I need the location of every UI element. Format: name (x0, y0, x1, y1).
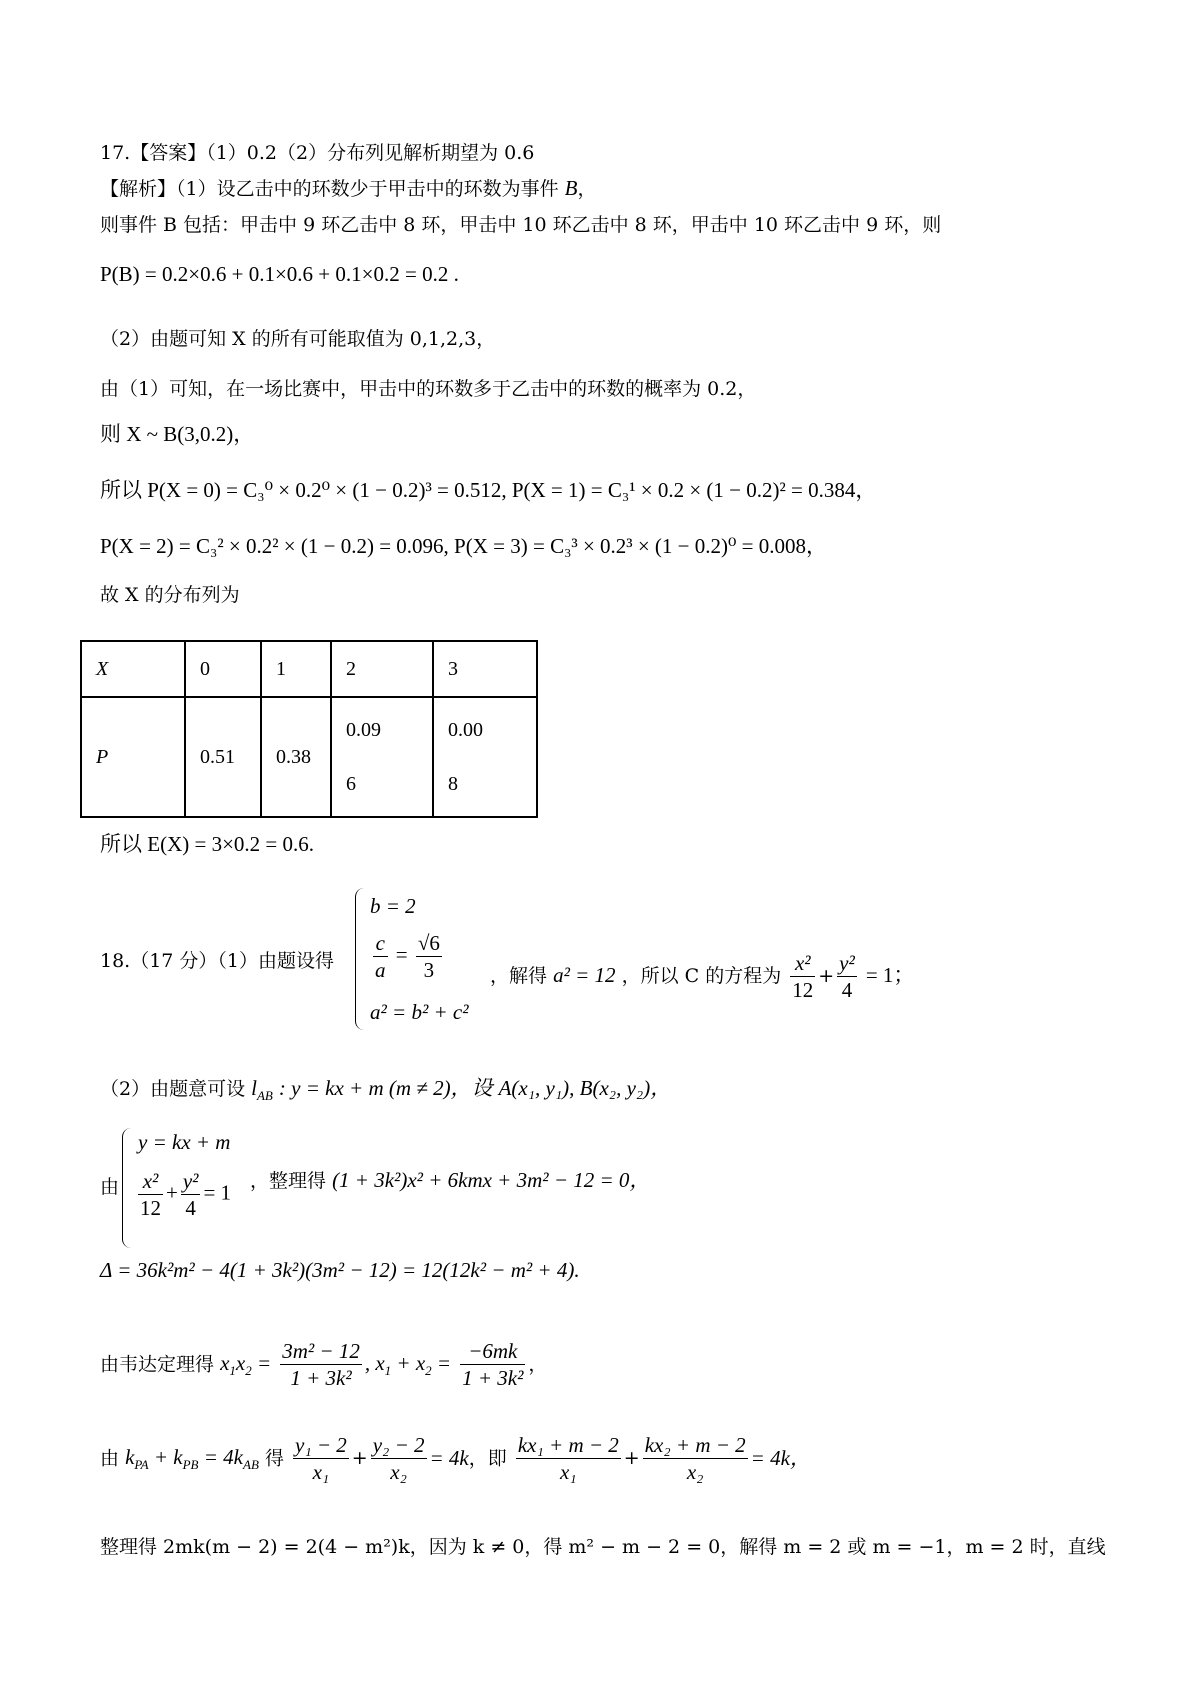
reduce-text: ，整理得 (250, 1170, 327, 1192)
numerator: kx₁ + m − 2 (516, 1432, 621, 1459)
fraction-y2-over-4 (181, 1168, 201, 1222)
sys1-row1: b = 2 (370, 894, 416, 918)
q17-event-description: 则事件 B 包括：甲击中 9 环乙击中 8 环，甲击中 10 环乙击中 8 环，甲击中 10 环乙击中 9 环，则 (100, 214, 942, 236)
denominator: 1 + 3k² (290, 1366, 352, 1391)
denominator: 3 (423, 958, 435, 983)
table-row (81, 697, 537, 817)
q18-delta: Δ = 36k²m² − 4(1 + 3k²)(3m² − 12) = 12(12k² − m² + 4). (100, 1258, 580, 1282)
denominator: 1 + 3k² (462, 1366, 524, 1391)
numerator: x² (138, 1168, 163, 1195)
so-prefix: 所以 (100, 478, 142, 502)
quad-eq: (1 + 3k²)x² + 6kmx + 3m² − 12 = 0， (332, 1168, 651, 1192)
numerator: y² (837, 950, 857, 977)
q17-distribution-intro: 故 X 的分布列为 (100, 584, 240, 606)
fraction-y2 (371, 1432, 427, 1486)
vieta-text: 由韦达定理得 (100, 1353, 215, 1376)
table-header-x: X (81, 641, 185, 697)
q17-p0-p1-line (100, 478, 876, 503)
q17-prob-line: 由（1）可知，在一场比赛中，甲击中的环数多于乙击中的环数的概率为 0.2， (100, 378, 757, 400)
table-cell (331, 697, 433, 817)
table-cell (433, 697, 537, 817)
conclude-text: ，所以 C 的方程为 (621, 964, 782, 987)
numerator: x² (790, 950, 815, 977)
solve-text: ，解得 (490, 964, 548, 987)
numerator: y₂ − 2 (371, 1432, 427, 1459)
sys2-row1: y = kx + m (138, 1130, 231, 1154)
sys2-rhs: = 1 (203, 1180, 232, 1205)
p1-equation: P(X = 1) = C₃¹ × 0.2 × (1 − 0.2)² = 0.384， (511, 478, 877, 502)
q18-part2-line: （2）由题意可设 $l_{AB}$ : y = kx + m (m ≠ 2)，设 A(x₁, y₁), B(x₂, y₂)， (100, 1076, 672, 1103)
eq-4k-end: = 4k， (750, 1446, 811, 1471)
numerator: y₁ − 2 (293, 1432, 349, 1459)
fraction-c-over-a (373, 930, 388, 984)
q17-analysis-line: 【解析】（1）设乙击中的环数少于甲击中的环数为事件 B， (100, 176, 597, 200)
numerator: c (373, 930, 388, 957)
table-header-3: 3 (433, 641, 537, 697)
table-header-1: 1 (261, 641, 331, 697)
fraction-kx1 (516, 1432, 621, 1486)
part1-text: （1）设乙击中的环数少于甲击中的环数为事件 (176, 178, 559, 200)
q18-final-line: 整理得 2mk(m − 2) = 2(4 − m²)k，因为 k ≠ 0，得 m² − m − 2 = 0，解得 m = 2 或 m = −1，m = 2 时，直线 (100, 1536, 1106, 1558)
points: A(x₁, y₁), B(x₂, y₂)， (498, 1076, 672, 1100)
numerator: kx₂ + m − 2 (643, 1432, 748, 1459)
q18-slope-line: 由 $k_{PA} + k_{PB} = 4k_{AB}$ 得 $\frac{\text{y₁ − 2}}{\text{x₁}}$ + $\frac{\text{y₂ − 2}}{\text{x₂}}$ = 4k，即 $\frac{\text{kx₁ + m − 2}}{\text{x₁}}$ + $\frac{\text{kx₂ + m − 2}}{\text{x₂}}$ = 4k， (100, 1433, 811, 1485)
cell-line: 0.00 (448, 719, 483, 741)
p2-equation: P(X = 2) = C₃² × 0.2² × (1 − 0.2) = 0.096, (100, 534, 449, 558)
system-brace (355, 888, 364, 1030)
fraction-sqrt6-over-3 (416, 930, 442, 984)
slope-text: 由 (100, 1447, 120, 1470)
q18-by-label: 由 (100, 1176, 120, 1198)
solve-eq: a² = 12 (553, 962, 616, 987)
denominator: 12 (792, 978, 814, 1003)
p0-equation: P(X = 0) = C₃⁰ × 0.2⁰ × (1 − 0.2)³ = 0.512, (147, 478, 507, 502)
numerator: −6mk (460, 1338, 525, 1365)
q18-reduce-line (250, 1164, 650, 1194)
ellipse-rhs: = 1； (865, 962, 915, 987)
distribution-table (80, 640, 538, 818)
fraction-x2-over-12 (790, 950, 815, 1004)
numerator: y² (181, 1168, 201, 1195)
lab-eq: : y = kx + m (m ≠ 2)，设 (278, 1076, 493, 1100)
cell-line: 8 (448, 773, 458, 795)
denominator: a (375, 958, 386, 983)
ie-text: ，即 (468, 1447, 507, 1470)
q17-part2-values: （2）由题可知 X 的所有可能取值为 0,1,2,3， (100, 328, 496, 350)
denominator: x₂ (390, 1460, 407, 1485)
table-cell: 0.38 (261, 697, 331, 817)
fraction-kx2 (643, 1432, 748, 1486)
cell-line: 0.09 (346, 719, 381, 741)
numerator: 3m² − 12 (280, 1338, 362, 1365)
part2-text: （2）由题意可设 (100, 1078, 246, 1100)
sys1-row2: $\frac{c}{a}$ = $\frac{√6}{3}$ (375, 931, 440, 983)
q18-solve-line: ，解得 a² = 12 ，所以 C 的方程为 $\frac{\text{x²}}{12}$ + $\frac{\text{y²}}{4}$ = 1； (490, 951, 915, 1003)
eq-4k: = 4k (429, 1446, 469, 1471)
q17-p2-p3-line (100, 534, 827, 559)
denominator: x₁ (312, 1460, 330, 1485)
table-header-2: 2 (331, 641, 433, 697)
fraction-y2-over-4 (837, 950, 857, 1004)
analysis-label: 【解析】 (100, 178, 177, 200)
vieta-product-fraction (280, 1338, 362, 1392)
numerator: √6 (416, 930, 442, 957)
q17-answer-heading: 17.【答案】（1）0.2（2）分布列见解析期望为 0.6 (100, 142, 535, 164)
table-row-label-p: P (81, 697, 185, 817)
q17-pb-equation: P(B) = 0.2×0.6 + 0.1×0.6 + 0.1×0.2 = 0.2 . (100, 262, 459, 286)
vieta-sum-fraction (460, 1338, 525, 1392)
fraction-x2-over-12 (138, 1168, 163, 1222)
denominator: 4 (841, 978, 853, 1003)
event-b: B (564, 176, 578, 200)
q18-label: 18.（17 分）（1）由题设得 (100, 950, 335, 972)
de-text: 得 (264, 1447, 284, 1470)
fraction-y1 (293, 1432, 349, 1486)
sys1-row3: a² = b² + c² (370, 1000, 469, 1024)
denominator: 12 (140, 1196, 161, 1221)
system-brace (122, 1128, 131, 1248)
denominator: x₂ (686, 1460, 704, 1485)
cell-line: 6 (346, 773, 356, 795)
q17-expectation: 所以 E(X) = 3×0.2 = 0.6. (100, 832, 315, 856)
q18-vieta-line: 由韦达定理得 $x_1x_2$ = $\frac{\text{3m² − 12}}{\text{1 + 3k²}}$ , $x_1 + x_2$ = $\frac{-6mk}{\text{1 + 3k²}}$ ， (100, 1339, 548, 1391)
table-cell: 0.51 (185, 697, 261, 817)
p3-equation: P(X = 3) = C₃³ × 0.2³ × (1 − 0.2)⁰ = 0.008， (454, 534, 828, 558)
denominator: 4 (185, 1196, 196, 1221)
q17-binomial-line: 则 X ~ B(3,0.2)， (100, 422, 255, 446)
sys2-row2: $\frac{\text{x²}}{12}$ + $\frac{\text{y²}}{4}$ = 1 (140, 1169, 232, 1221)
table-header-0: 0 (185, 641, 261, 697)
table-row (81, 641, 537, 697)
denominator: x₁ (559, 1460, 577, 1485)
